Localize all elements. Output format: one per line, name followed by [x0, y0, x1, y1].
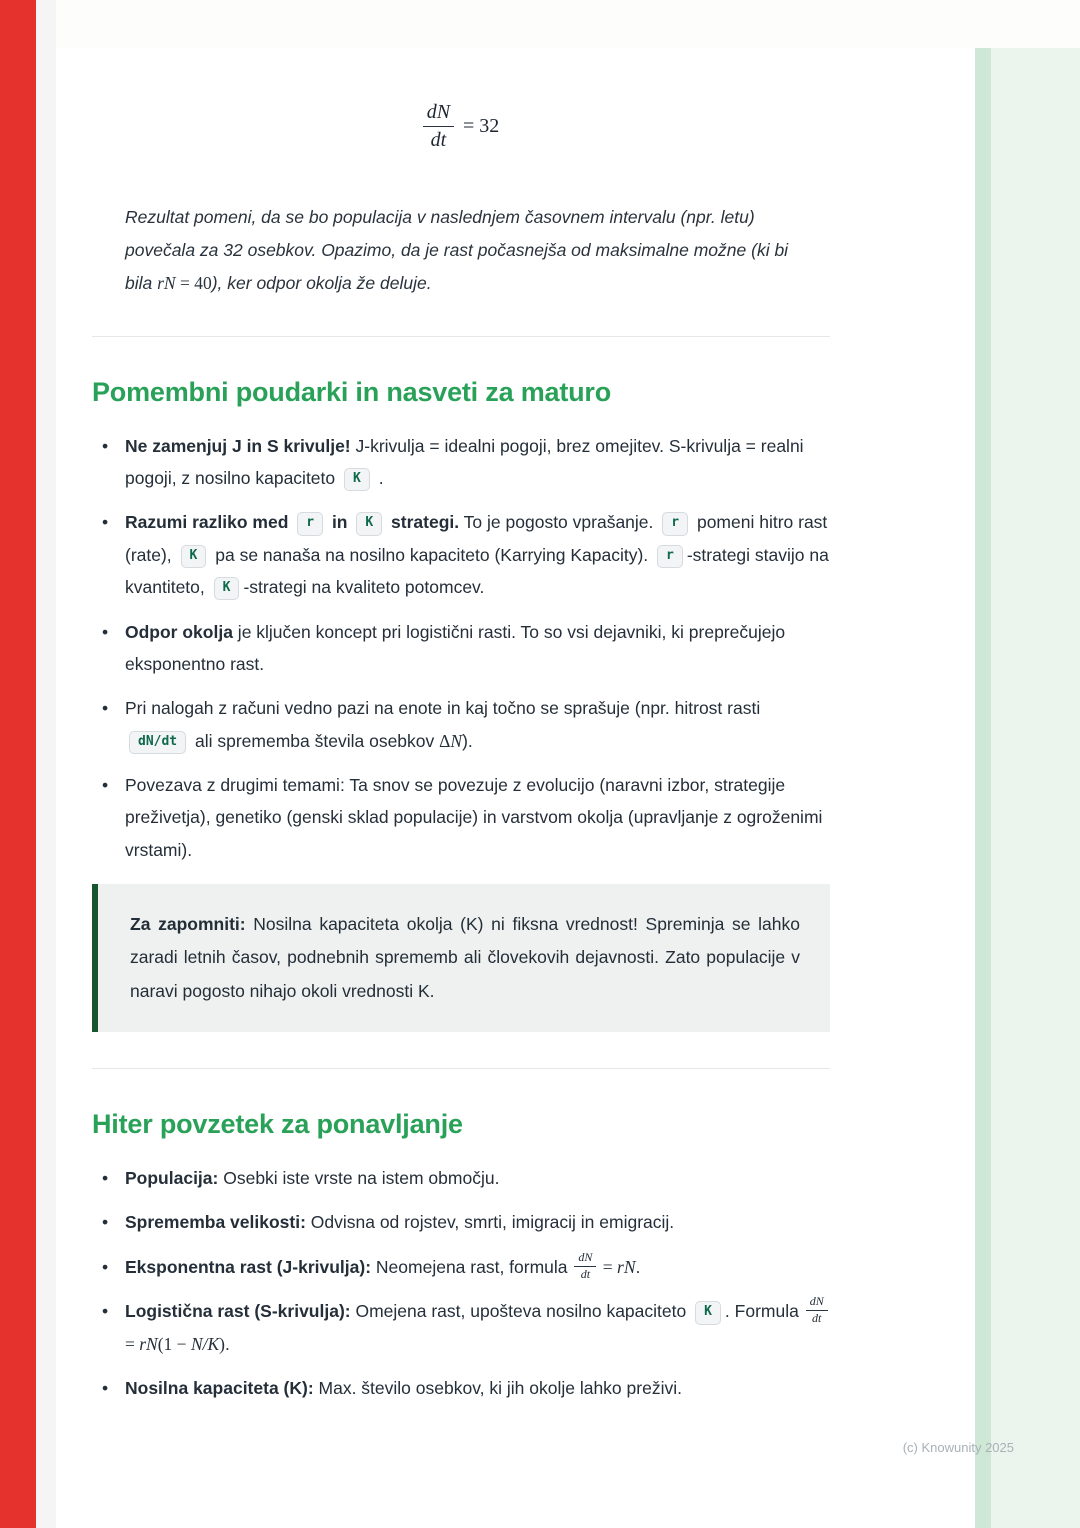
- list-item: [92, 1372, 830, 1404]
- list-item: [92, 1251, 830, 1284]
- formula-rhs: = 32: [463, 115, 500, 137]
- text-segment: .: [224, 1334, 230, 1355]
- list-item-text: [125, 1249, 641, 1281]
- text-segment: ), ker odpor okolja že deluje.: [211, 272, 432, 293]
- text-segment: Razumi razliko med: [125, 512, 294, 533]
- text-segment: ali sprememba števila osebkov: [190, 730, 440, 751]
- text-segment: strategi.: [386, 512, 460, 533]
- list-item-text: [125, 1294, 830, 1355]
- list-item-text: [125, 1378, 682, 1398]
- text-segment: pomeni hitro rast (rate),: [125, 512, 828, 565]
- tips-bullet-list: [92, 430, 830, 867]
- text-segment: . Formula: [724, 1301, 804, 1322]
- inline-code-chip: K: [214, 577, 240, 600]
- text-segment: Povezava z drugimi temami: Ta snov se povezuje z evolucijo (naravni izbor, strategije preživetja), genetiko (genski sklad populacije) in varstvom okolja (upravljanje z ogroženimi vrstami).: [125, 775, 823, 860]
- bullet-marker: •: [102, 698, 109, 719]
- watermark: (c) Knowunity 2025: [902, 1440, 1014, 1455]
- inline-code-chip: K: [181, 545, 207, 568]
- bullet-marker: •: [102, 1256, 109, 1277]
- text-segment: Ne zamenjuj J in S krivulje!: [125, 435, 351, 456]
- callout-za-zapomniti: [92, 884, 830, 1032]
- list-item-text: [125, 1168, 499, 1188]
- list-item: [92, 616, 830, 681]
- inline-code-chip: K: [695, 1301, 721, 1324]
- list-item-text: [125, 436, 804, 488]
- text-segment: Nosilna kapaciteta okolja (K) ni fiksna vrednost! Spreminja se lahko zaradi letnih časov, podnebnih sprememb ali človekovih dejavnosti. Zato populacije v naravi pogosto nihajo okoli vrednosti K.: [130, 914, 800, 1001]
- text-segment: Odpor okolja: [125, 621, 233, 642]
- list-item: [92, 1295, 830, 1360]
- list-item-text: [125, 1212, 674, 1232]
- text-segment: rN: [617, 1256, 636, 1277]
- inline-code-chip: dN/dt: [129, 731, 186, 754]
- summary-bullet-list: [92, 1162, 830, 1405]
- text-segment: ).: [462, 730, 473, 751]
- intro-paragraph: [92, 201, 804, 300]
- text-segment: -strategi stavijo na kvantiteto,: [125, 544, 829, 598]
- list-item-text: [125, 698, 760, 750]
- inline-fraction: $\frac{dN}{dt}$: [574, 1251, 596, 1282]
- list-item-text: [125, 512, 829, 597]
- text-segment: To je pogosto vprašanje.: [459, 512, 659, 533]
- list-item: [92, 692, 830, 757]
- fraction-dn-dt: [423, 100, 454, 153]
- section-title-tips: Pomembni poudarki in nasveti za maturo: [92, 376, 612, 407]
- text-segment: Max. število osebkov, ki jih okolje lahko preživi.: [313, 1378, 682, 1399]
- text-segment: -strategi na kvaliteto potomcev.: [243, 577, 485, 598]
- text-segment: Za zapomniti:: [130, 914, 246, 935]
- list-item: [92, 430, 830, 495]
- text-segment: N: [450, 730, 463, 751]
- text-segment: Neomejena rast, formula: [371, 1256, 573, 1277]
- display-formula-dn-dt-32: [92, 0, 830, 153]
- list-item-text: [125, 622, 785, 674]
- callout-text: [130, 908, 800, 1008]
- bullet-marker: •: [102, 775, 109, 796]
- text-segment: = 40: [175, 272, 212, 293]
- fraction-numerator: dN: [423, 100, 454, 127]
- list-item: [92, 1206, 830, 1238]
- right-green-band: [975, 48, 991, 1528]
- bullet-marker: •: [102, 435, 109, 456]
- text-segment: N/K: [190, 1334, 220, 1355]
- text-segment: in: [327, 512, 353, 533]
- right-green-panel: [991, 48, 1080, 1528]
- inline-fraction: $\frac{dN}{dt}$: [806, 1295, 828, 1326]
- text-segment: Nosilna kapaciteta (K):: [125, 1378, 314, 1399]
- inline-code-chip: K: [344, 468, 370, 491]
- list-item-text: [125, 775, 822, 860]
- inline-code-chip: r: [662, 512, 688, 535]
- section-divider: [92, 336, 830, 337]
- list-item: [92, 506, 830, 603]
- text-segment: J-krivulja = idealni pogoji, brez omejitev. S-krivulja = realni pogoji, z nosilno kapaciteto: [125, 435, 804, 489]
- text-segment: Rezultat pomeni, da se bo populacija v naslednjem časovnem intervalu (npr. letu) povečala za 32 osebkov. Opazimo, da je rast počasnejša od maksimalne možne (ki bi bila: [125, 207, 789, 293]
- text-segment: ): [219, 1334, 225, 1355]
- list-item: [92, 769, 830, 866]
- content-column: [92, 0, 830, 1417]
- inline-code-chip: r: [297, 512, 323, 535]
- text-segment: je ključen koncept pri logistični rasti. To so vsi dejavniki, ki preprečujejo eksponentno rast.: [125, 621, 786, 674]
- text-segment: Populacija:: [125, 1167, 219, 1188]
- inline-code-chip: r: [657, 545, 683, 568]
- bullet-marker: •: [102, 1212, 109, 1233]
- text-segment: rN: [139, 1334, 158, 1355]
- bullet-marker: •: [102, 512, 109, 533]
- text-segment: =: [125, 1334, 140, 1355]
- bullet-marker: •: [102, 1167, 109, 1188]
- bullet-marker: •: [102, 1378, 109, 1399]
- text-segment: rN: [157, 272, 176, 293]
- page-gutter: [36, 0, 56, 1528]
- text-segment: Sprememba velikosti:: [125, 1212, 306, 1233]
- bullet-marker: •: [102, 1301, 109, 1322]
- text-segment: Pri nalogah z računi vedno pazi na enote in kaj točno se sprašuje (npr. hitrost rasti: [125, 698, 761, 719]
- text-segment: (1 −: [157, 1334, 191, 1355]
- inline-code-chip: K: [356, 512, 382, 535]
- text-segment: Eksponentna rast (J-krivulja):: [125, 1256, 372, 1277]
- bullet-marker: •: [102, 621, 109, 642]
- section-title-summary: Hiter povzetek za ponavljanje: [92, 1108, 463, 1139]
- text-segment: Logistična rast (S-krivulja):: [125, 1301, 351, 1322]
- text-segment: .: [373, 468, 384, 489]
- text-segment: Odvisna od rojstev, smrti, imigracij in emigracij.: [305, 1212, 675, 1233]
- text-segment: Δ: [439, 730, 451, 751]
- text-segment: Osebki iste vrste na istem območju.: [218, 1167, 500, 1188]
- fraction-denominator: dt: [430, 129, 447, 151]
- list-item: [92, 1162, 830, 1194]
- text-segment: Omejena rast, upošteva nosilno kapaciteto: [350, 1301, 692, 1322]
- section-divider: [92, 1068, 830, 1069]
- text-segment: =: [598, 1256, 618, 1277]
- text-segment: .: [635, 1256, 641, 1277]
- text-segment: pa se nanaša na nosilno kapaciteto (Karrying Kapacity).: [210, 544, 653, 565]
- left-red-strip: [0, 0, 36, 1528]
